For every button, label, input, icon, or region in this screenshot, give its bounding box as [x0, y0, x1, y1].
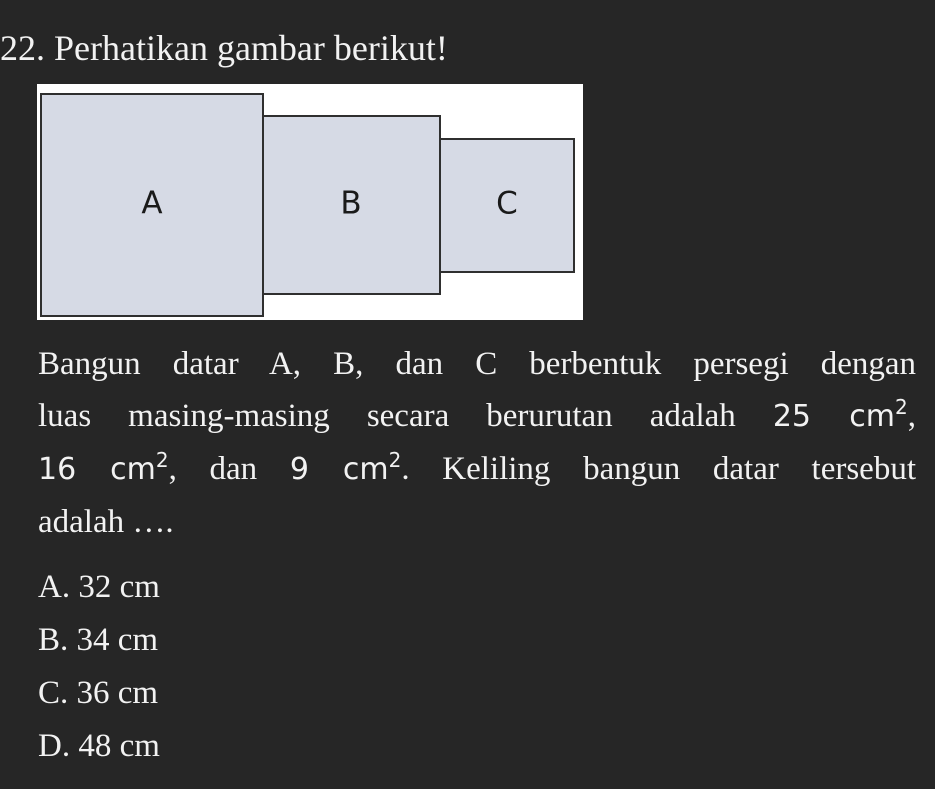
square-a-label: A [141, 185, 163, 222]
option-b[interactable] [38, 616, 160, 669]
option-c[interactable] [38, 669, 160, 722]
option-value: 48 cm [78, 728, 160, 764]
option-letter: A. [38, 569, 71, 605]
question-line-3 [38, 443, 916, 496]
superscript: 2 [155, 448, 169, 472]
text-segment: , [907, 398, 916, 434]
question-line-4: adalah …. [38, 504, 174, 540]
area-b-text: 16 cm [38, 452, 156, 487]
text-segment: , dan [168, 451, 258, 487]
superscript: 2 [388, 448, 402, 472]
question-line-2 [38, 390, 916, 443]
square-b-label: B [340, 185, 362, 222]
question-line-1: Bangun datar A, B, dan C berbentuk persegi dengan [38, 346, 916, 382]
option-value: 32 cm [78, 569, 160, 605]
answer-options [38, 563, 160, 775]
squares-figure [37, 84, 583, 320]
area-value-b [38, 448, 169, 487]
text-segment: luas masing-masing secara berurutan adalah [38, 398, 736, 434]
option-a[interactable] [38, 563, 160, 616]
squares-diagram [37, 84, 583, 320]
text-segment: . Keliling bangun datar tersebut [401, 451, 916, 487]
option-letter: B. [38, 622, 69, 658]
square-c-label: C [496, 185, 518, 222]
superscript: 2 [895, 395, 908, 419]
area-value-a [772, 395, 908, 434]
option-value: 34 cm [76, 622, 159, 658]
area-a-text: 25 cm [772, 399, 896, 434]
area-value-c [289, 448, 402, 487]
option-letter: D. [38, 728, 71, 764]
question-body [38, 338, 916, 548]
question-title: 22. Perhatikan gambar berikut! [0, 28, 448, 68]
option-value: 36 cm [76, 675, 159, 711]
option-d[interactable] [38, 722, 160, 775]
option-letter: C. [38, 675, 69, 711]
area-c-text: 9 cm [289, 452, 389, 487]
